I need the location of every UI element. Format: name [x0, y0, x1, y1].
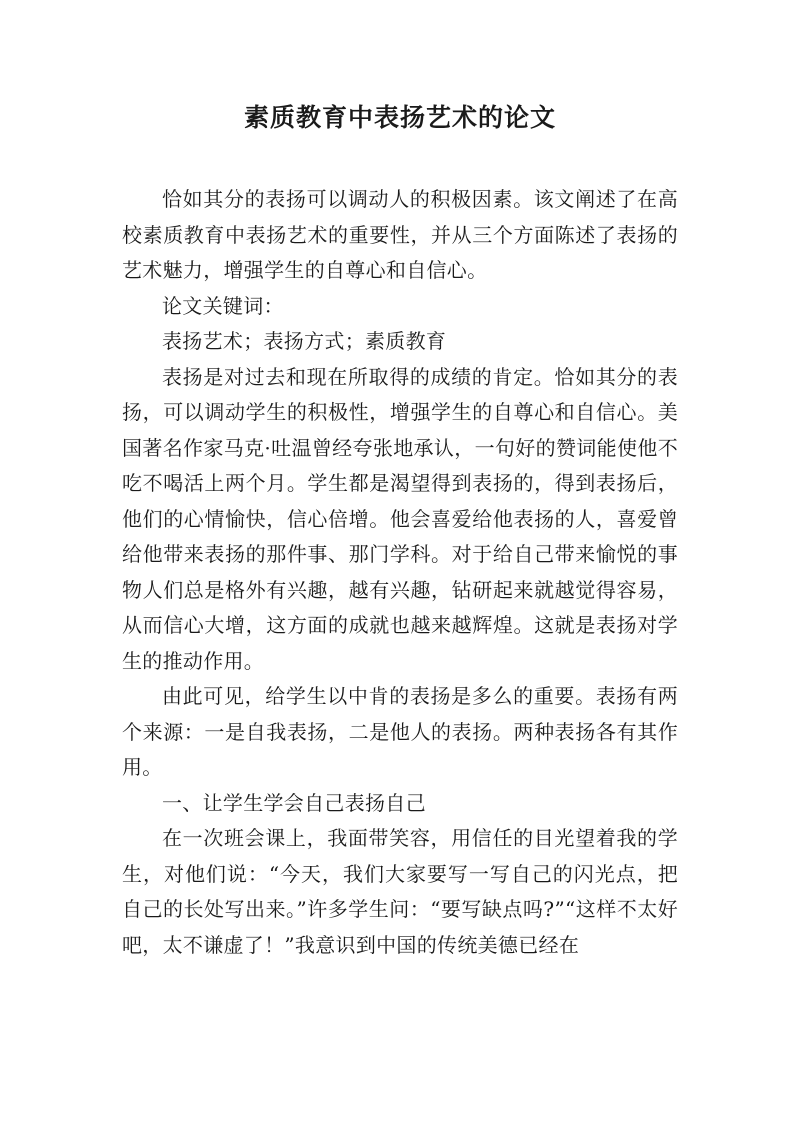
- body-paragraph: 在一次班会课上，我面带笑容，用信任的目光望着我的学生，对他们说：“今天，我们大家要写一写自己的闪光点，把自己的长处写出来。”许多学生问：“要写缺点吗?”“这样不太好吧，太不谦虚了！”我意识到中国的传统美德已经在: [122, 826, 678, 957]
- keywords-list: 表扬艺术；表扬方式；素质教育: [162, 329, 447, 353]
- section-heading: 一、让学生学会自己表扬自己: [162, 790, 426, 815]
- body-paragraph: 由此可见，给学生以中肯的表扬是多么的重要。表扬有两个来源：一是自我表扬，二是他人的表扬。两种表扬各有其作用。: [122, 684, 678, 779]
- abstract-paragraph: 恰如其分的表扬可以调动人的积极因素。该文阐述了在高校素质教育中表扬艺术的重要性，并从三个方面陈述了表扬的艺术魅力，增强学生的自尊心和自信心。: [122, 187, 678, 282]
- body-paragraph: 表扬是对过去和现在所取得的成绩的肯定。恰如其分的表扬，可以调动学生的积极性，增强学生的自尊心和自信心。美国著名作家马克·吐温曾经夸张地承认，一句好的赞词能使他不吃不喝活上两个月。学生都是渴望得到表扬的，得到表扬后，他们的心情愉快，信心倍增。他会喜爱给他表扬的人，喜爱曾给他带来表扬的那件事、那门学科。对于给自己带来愉悦的事物人们总是格外有兴趣，越有兴趣，钻研起来就越觉得容易，从而信心大增，这方面的成就也越来越辉煌。这就是表扬对学生的推动作用。: [122, 364, 678, 673]
- keywords-label: 论文关键词：: [162, 293, 284, 318]
- document-title: 素质教育中表扬艺术的论文: [243, 103, 556, 132]
